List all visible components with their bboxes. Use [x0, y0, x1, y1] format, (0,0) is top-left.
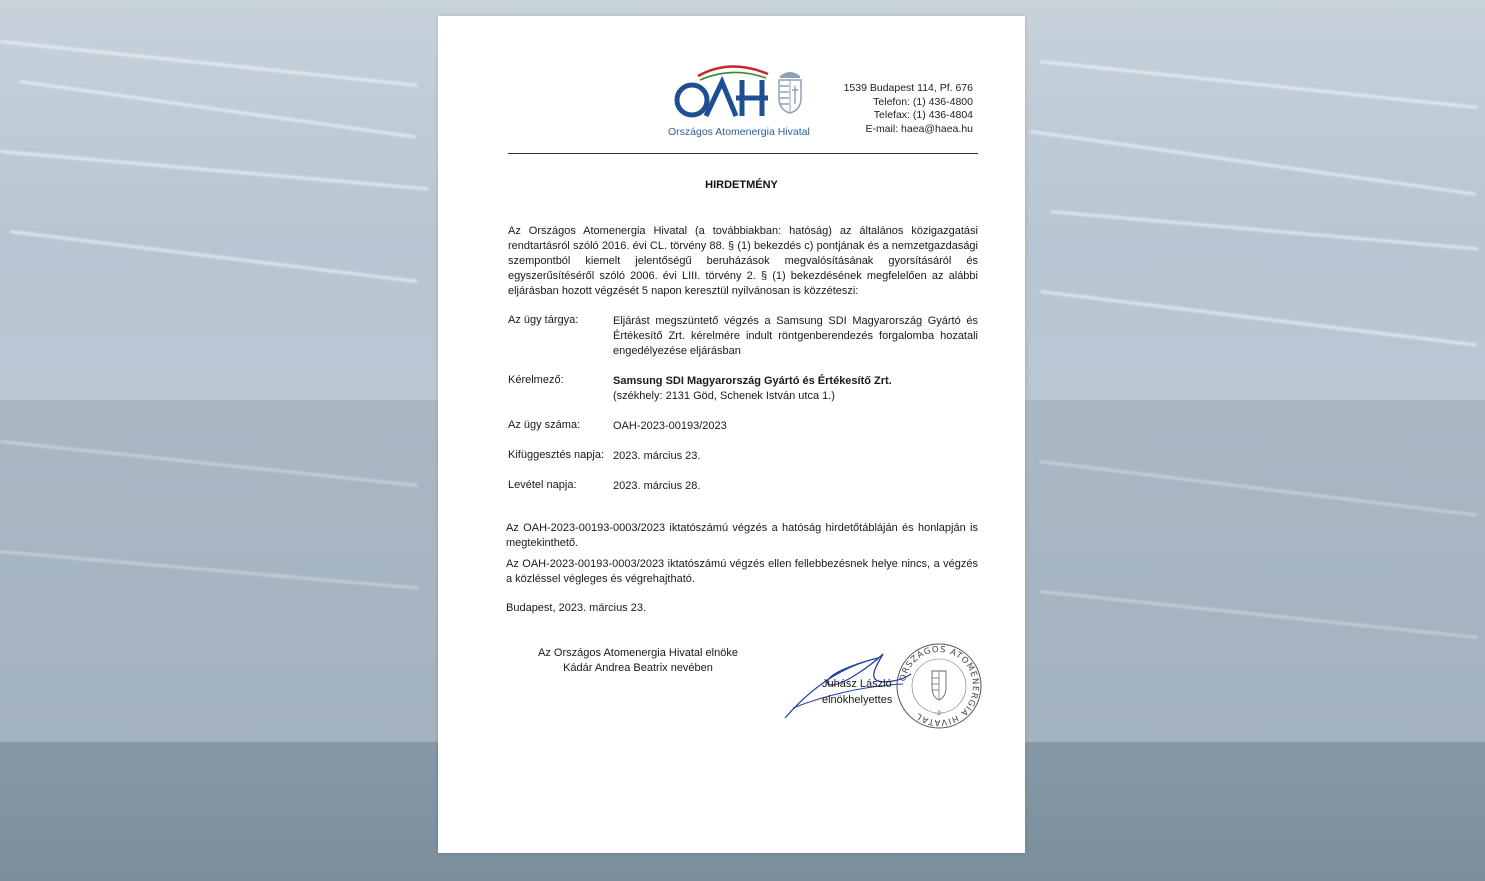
background-streak [1040, 460, 1477, 517]
signature-block [822, 676, 892, 708]
signer-on-behalf: Kádár Andrea Beatrix nevében [563, 662, 713, 674]
removal-date-value: 2023. március 28. [613, 480, 701, 492]
appeal-paragraph: Az OAH-2023-00193-0003/2023 iktatószámú végzés ellen fellebbezésnek helye nincs, a végzés a közléssel végleges és végrehajtható. [506, 558, 978, 585]
subject-value: Eljárást megszüntető végzés a Samsung SDI Magyarország Gyártó és Értékesítő Zrt. kérelmére indult röntgenberendezés forgalomba hozatali engedélyezése eljárásban [613, 315, 978, 357]
posting-date-value: 2023. március 23. [613, 450, 701, 462]
email-address: E-mail: haea@haea.hu [865, 122, 973, 135]
document-title: HIRDETMÉNY [705, 179, 778, 191]
background-streak [0, 440, 418, 487]
fax-number: Telefax: (1) 436-4804 [873, 109, 973, 121]
signatory-name: Juhász László [822, 678, 892, 690]
applicant-name: Samsung SDI Magyarország Gyártó és Értékesítő Zrt. [613, 375, 892, 387]
intro-paragraph: Az Országos Atomenergia Hivatal (a továbbiakban: hatóság) az általános közigazgatási rendtartásról szóló 2016. évi CL. törvény 88. § (1) bekezdés c) pontjának és a nemzetgazdasági szempontból kiemelt jelentőségű beruházások megvalósításának gyorsításáról és egyszerűsítéséről szóló 2006. évi LIII. törvény 2. § (1) bekezdésének megfelelően az alábbi eljárásban hozott végzését 5 napon keresztül nyilvánosan is közzéteszi: [508, 225, 978, 297]
background-streak [1040, 60, 1478, 109]
removal-date-label: Levétel napja: [508, 479, 577, 491]
postal-address: 1539 Budapest 114, Pf. 676 [843, 82, 973, 94]
oah-logo-icon [670, 64, 780, 124]
posting-date-label: Kifüggesztés napja: [508, 449, 605, 461]
background-streak [1040, 590, 1478, 639]
header-divider [508, 153, 978, 154]
signer-block [523, 646, 753, 676]
place-and-date: Budapest, 2023. március 23. [506, 602, 647, 614]
subject-label: Az ügy tárgya: [508, 314, 579, 326]
background-streak [1040, 290, 1477, 347]
background-streak [10, 230, 417, 283]
official-stamp-icon [894, 641, 984, 731]
document-page [438, 16, 1025, 853]
case-number-value: OAH-2023-00193/2023 [613, 420, 727, 432]
contact-block [818, 82, 973, 136]
case-number-label: Az ügy száma: [508, 419, 581, 431]
background-streak [20, 80, 417, 139]
availability-paragraph: Az OAH-2023-00193-0003/2023 iktatószámú végzés a hatóság hirdetőtábláján és honlapján is megtekinthető. [506, 522, 978, 549]
background-streak [0, 150, 428, 190]
stamp-text: ORSZÁGOS ATOMENERGIA HIVATAL [898, 644, 981, 728]
hungarian-coat-of-arms-icon [776, 68, 804, 114]
background-streak [1030, 130, 1476, 196]
background-streak [0, 550, 419, 590]
signer-title: Az Országos Atomenergia Hivatal elnöke [538, 647, 738, 659]
stamp-number: -2- [934, 710, 944, 717]
applicant-label: Kérelmező: [508, 374, 564, 386]
background-streak [1050, 210, 1479, 250]
agency-name: Országos Atomenergia Hivatal [668, 126, 810, 138]
phone-number: Telefon: (1) 436-4800 [873, 95, 973, 108]
applicant-seat: (székhely: 2131 Göd, Schenek István utca 1.) [613, 390, 835, 402]
signatory-title: elnökhelyettes [822, 694, 893, 706]
background-streak [0, 40, 418, 87]
